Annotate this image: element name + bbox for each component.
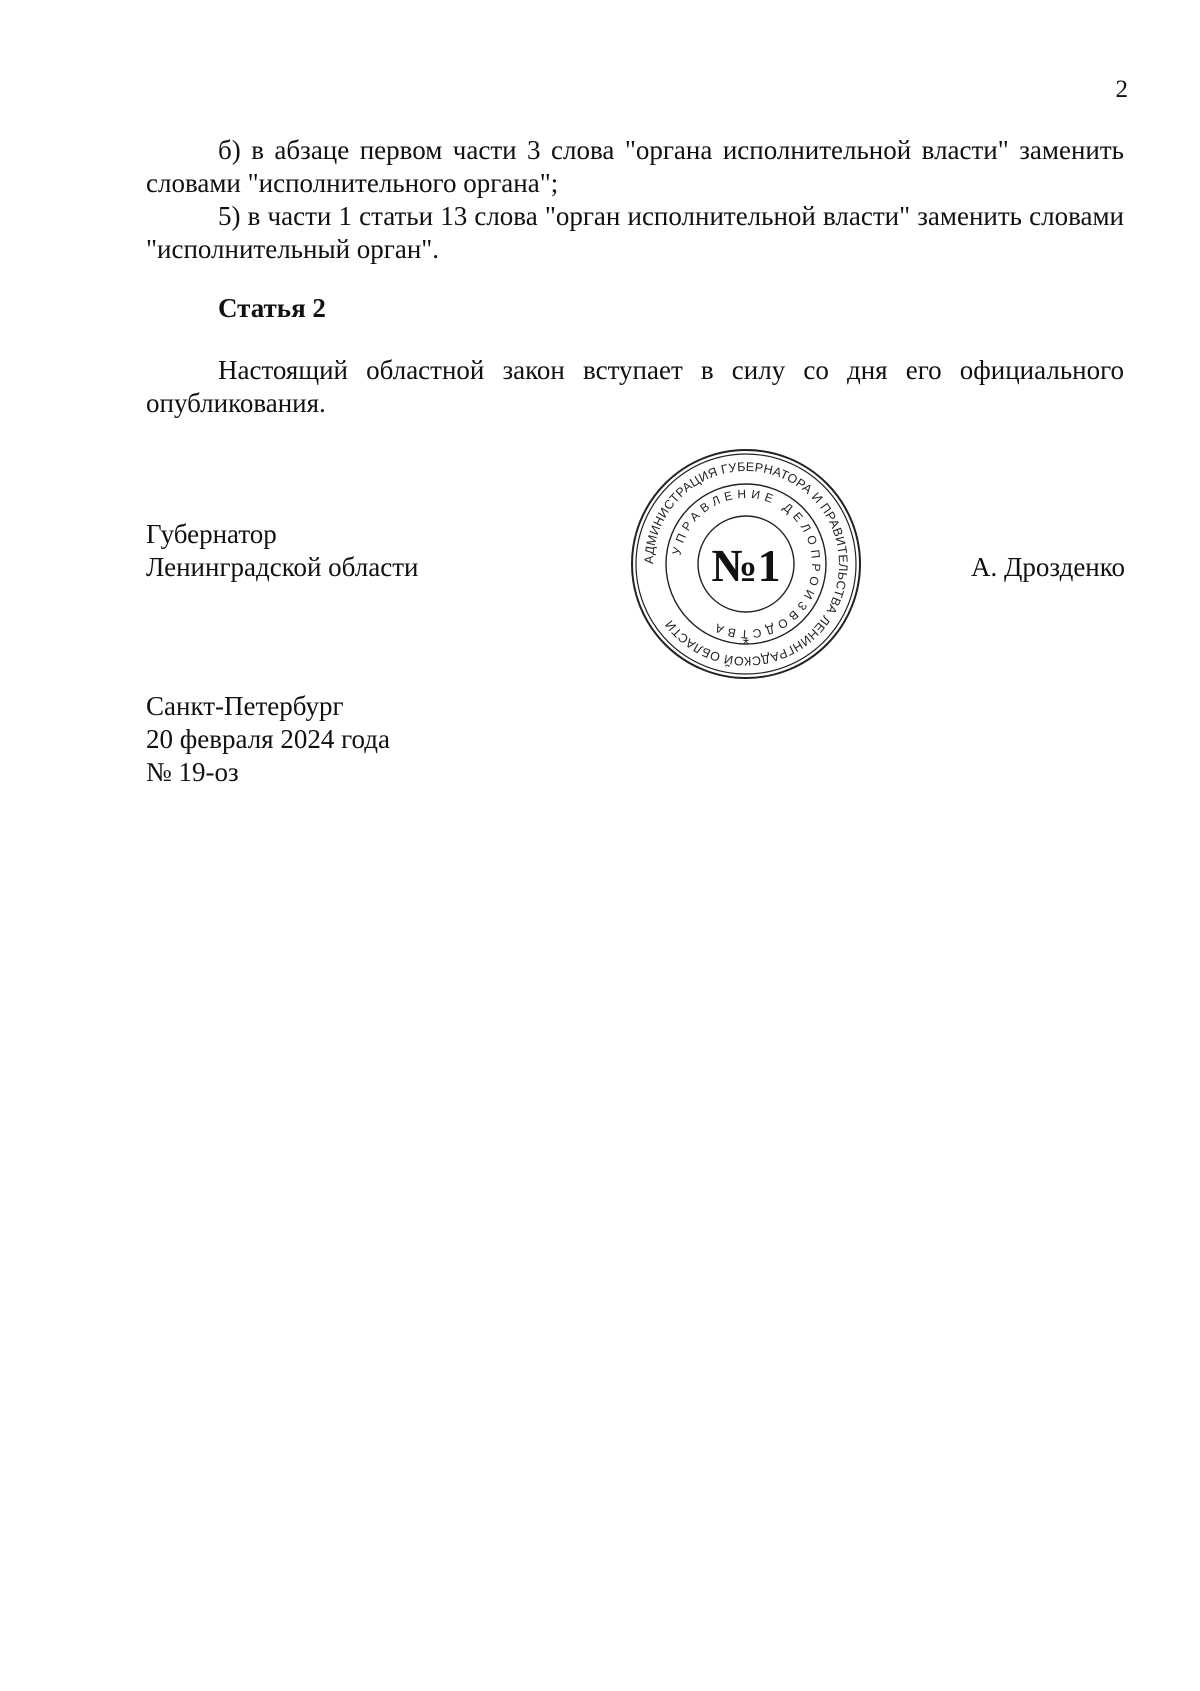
signatory-title — [146, 518, 418, 584]
enactment-details — [146, 690, 390, 789]
official-seal — [629, 447, 863, 681]
seal-inner-text: УПРАВЛЕНИЕ ДЕЛОПРОИЗВОДСТВА — [669, 486, 824, 642]
seal-graphic — [629, 447, 863, 681]
signatory-name: А. Дрозденко — [970, 552, 1125, 582]
article-heading: Статья 2 — [218, 293, 326, 323]
enactment-place: Санкт-Петербург — [146, 691, 344, 721]
article-text: Настоящий областной закон вступает в силу со дня его официального опубликования. — [146, 355, 1124, 418]
signatory-title-line-1: Губернатор — [146, 519, 277, 549]
amendments-block — [146, 134, 1124, 266]
seal-asterisk-mark: * — [742, 636, 750, 653]
enactment-number: № 19-оз — [146, 757, 239, 787]
page-number: 2 — [1115, 76, 1128, 103]
seal-outer-text: АДМИНИСТРАЦИЯ ГУБЕРНАТОРА И ПРАВИТЕЛЬСТВА ЛЕНИНГРАДСКОЙ ОБЛАСТИ — [641, 459, 851, 669]
amendment-item-b: б) в абзаце первом части 3 слова "органа исполнительной власти" заменить словами "исполнительного органа"; — [146, 135, 1124, 198]
signatory-title-line-2: Ленинградской области — [146, 552, 419, 582]
seal-center-number: №1 — [711, 540, 781, 591]
amendment-item-5: 5) в части 1 статьи 13 слова "орган исполнительной власти" заменить словами "исполнительный орган". — [146, 201, 1124, 264]
article-body — [146, 354, 1124, 420]
enactment-date: 20 февраля 2024 года — [146, 724, 390, 754]
